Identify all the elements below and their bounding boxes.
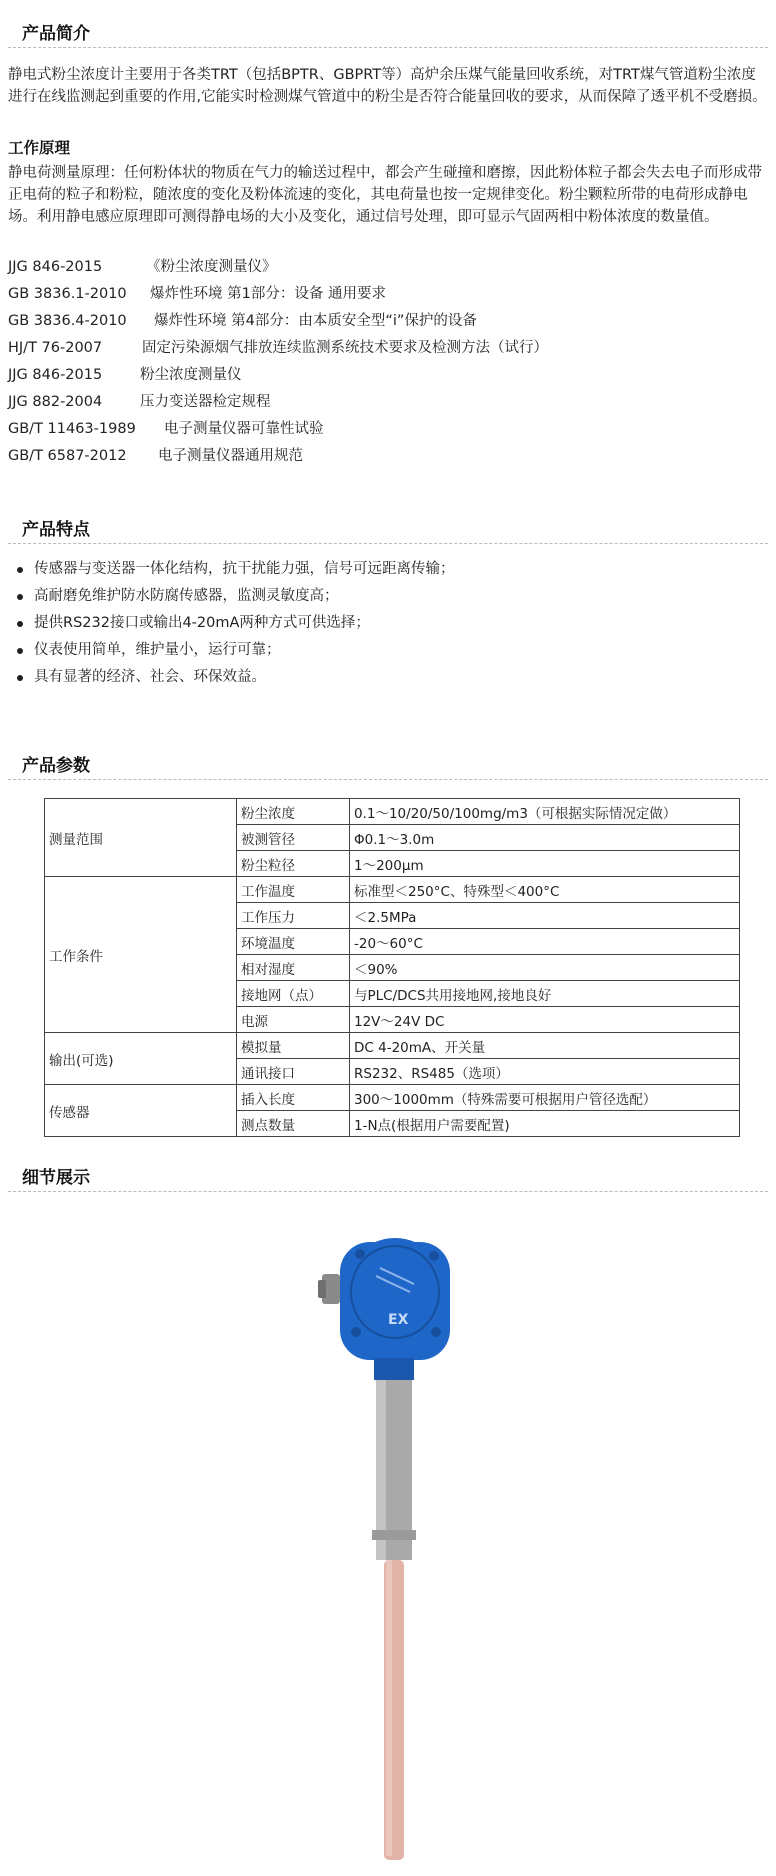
section-title-intro: 产品简介	[22, 24, 90, 44]
standard-code: GB 3836.4-2010	[8, 313, 127, 329]
standard-name: 爆炸性环境 第4部分：由本质安全型“i”保护的设备	[154, 313, 477, 329]
param-key: 模拟量	[237, 1033, 350, 1059]
standard-code: GB 3836.1-2010	[8, 286, 127, 302]
param-key: 相对湿度	[237, 955, 350, 981]
feature-item: 提供RS232接口或输出4-20mA两种方式可供选择；	[14, 610, 754, 637]
intro-paragraph: 静电式粉尘浓度计主要用于各类TRT（包括BPTR、GBPRT等）高炉余压煤气能量回收系统，对TRT煤气管道粉尘浓度进行在线监测起到重要的作用,它能实时检测煤气管道中的粉尘是否符合能量回收的要求，从而保障了透平机不受磨损。	[8, 67, 767, 105]
param-category: 工作条件	[45, 877, 237, 1033]
feature-item: 仪表使用简单，维护量小，运行可靠；	[14, 637, 754, 664]
feature-item: 具有显著的经济、社会、环保效益。	[14, 664, 754, 691]
param-value: ＜2.5MPa	[350, 903, 740, 929]
standard-name: 《粉尘浓度测量仪》	[146, 259, 277, 275]
lid-bolt	[429, 1251, 439, 1261]
housing-neck	[374, 1358, 414, 1380]
param-key: 插入长度	[237, 1085, 350, 1111]
param-category: 测量范围	[45, 799, 237, 877]
standard-row	[8, 335, 768, 361]
standard-code: JJG 846-2015	[8, 259, 103, 275]
param-value: 1～200μm	[350, 851, 740, 877]
param-value: 标准型＜250°C、特殊型＜400°C	[350, 877, 740, 903]
param-value: ＜90%	[350, 955, 740, 981]
table-row	[45, 877, 740, 903]
param-value: RS232、RS485（选项）	[350, 1059, 740, 1085]
param-value: 300～1000mm（特殊需要可根据用户管径选配）	[350, 1085, 740, 1111]
standard-row	[8, 443, 768, 469]
table-row	[45, 1085, 740, 1111]
feature-item: 传感器与变送器一体化结构，抗干扰能力强，信号可远距离传输；	[14, 556, 754, 583]
principle-title: 工作原理	[8, 139, 71, 157]
section-title-detail: 细节展示	[22, 1168, 90, 1188]
param-key: 粉尘粒径	[237, 851, 350, 877]
standard-name: 爆炸性环境 第1部分：设备 通用要求	[150, 286, 386, 302]
section-title-features: 产品特点	[22, 520, 90, 540]
standard-row	[8, 281, 768, 307]
standard-name: 电子测量仪器通用规范	[158, 448, 303, 464]
standard-name: 电子测量仪器可靠性试验	[164, 421, 324, 437]
product-photo	[310, 1232, 470, 1868]
standard-row	[8, 389, 768, 415]
param-category: 传感器	[45, 1085, 237, 1137]
section-header-intro	[8, 18, 768, 48]
param-value: 与PLC/DCS共用接地网,接地良好	[350, 981, 740, 1007]
standard-row	[8, 416, 768, 442]
param-value: 12V～24V DC	[350, 1007, 740, 1033]
param-key: 通讯接口	[237, 1059, 350, 1085]
standard-code: HJ/T 76-2007	[8, 340, 103, 356]
param-value: 0.1～10/20/50/100mg/m3（可根据实际情况定做）	[350, 799, 740, 825]
param-key: 粉尘浓度	[237, 799, 350, 825]
param-category: 输出(可选)	[45, 1033, 237, 1085]
param-key: 电源	[237, 1007, 350, 1033]
section-header-detail	[8, 1162, 768, 1192]
param-value: -20～60°C	[350, 929, 740, 955]
ex-mark: EX	[388, 1312, 409, 1328]
lid-bolt	[431, 1327, 441, 1337]
section-title-params: 产品参数	[22, 756, 90, 776]
standard-row	[8, 254, 768, 280]
param-value: Φ0.1～3.0m	[350, 825, 740, 851]
table-row	[45, 1033, 740, 1059]
standard-row	[8, 308, 768, 334]
steel-flange	[372, 1530, 416, 1540]
feature-list	[14, 556, 754, 691]
params-table	[44, 798, 740, 1137]
standard-name: 粉尘浓度测量仪	[140, 367, 242, 383]
lid-bolt	[355, 1249, 365, 1259]
standard-code: GB/T 6587-2012	[8, 448, 127, 464]
param-value: DC 4-20mA、开关量	[350, 1033, 740, 1059]
section-header-features	[8, 514, 768, 544]
section-header-params	[8, 750, 768, 780]
dust-sensor-illustration	[310, 1232, 470, 1868]
standard-name: 固定污染源烟气排放连续监测系统技术要求及检测方法（试行）	[142, 340, 548, 356]
param-key: 工作压力	[237, 903, 350, 929]
standard-code: JJG 846-2015	[8, 367, 103, 383]
standard-code: GB/T 11463-1989	[8, 421, 136, 437]
param-key: 测点数量	[237, 1111, 350, 1137]
standard-name: 压力变送器检定规程	[140, 394, 271, 410]
param-key: 工作温度	[237, 877, 350, 903]
cable-gland-nut	[318, 1280, 326, 1298]
rod-highlight	[386, 1560, 392, 1856]
feature-item: 高耐磨免维护防水防腐传感器，监测灵敏度高；	[14, 583, 754, 610]
param-key: 被测管径	[237, 825, 350, 851]
principle-paragraph: 静电荷测量原理：任何粉体状的物质在气力的输送过程中，都会产生碰撞和磨擦，因此粉体粒子都会失去电子而形成带正电荷的粒子和粉粒，随浓度的变化及粉体流速的变化，其电荷量也按一定规律变化。粉尘颗粒所带的电荷形成静电场。利用静电感应原理即可测得静电场的大小及变化，通过信号处理，即可显示气固两相中粉体浓度的数量值。	[8, 165, 762, 225]
standard-code: JJG 882-2004	[8, 394, 103, 410]
param-key: 环境温度	[237, 929, 350, 955]
lid-bolt	[351, 1327, 361, 1337]
table-row	[45, 799, 740, 825]
standard-row	[8, 362, 768, 388]
param-value: 1-N点(根据用户需要配置)	[350, 1111, 740, 1137]
param-key: 接地网（点）	[237, 981, 350, 1007]
